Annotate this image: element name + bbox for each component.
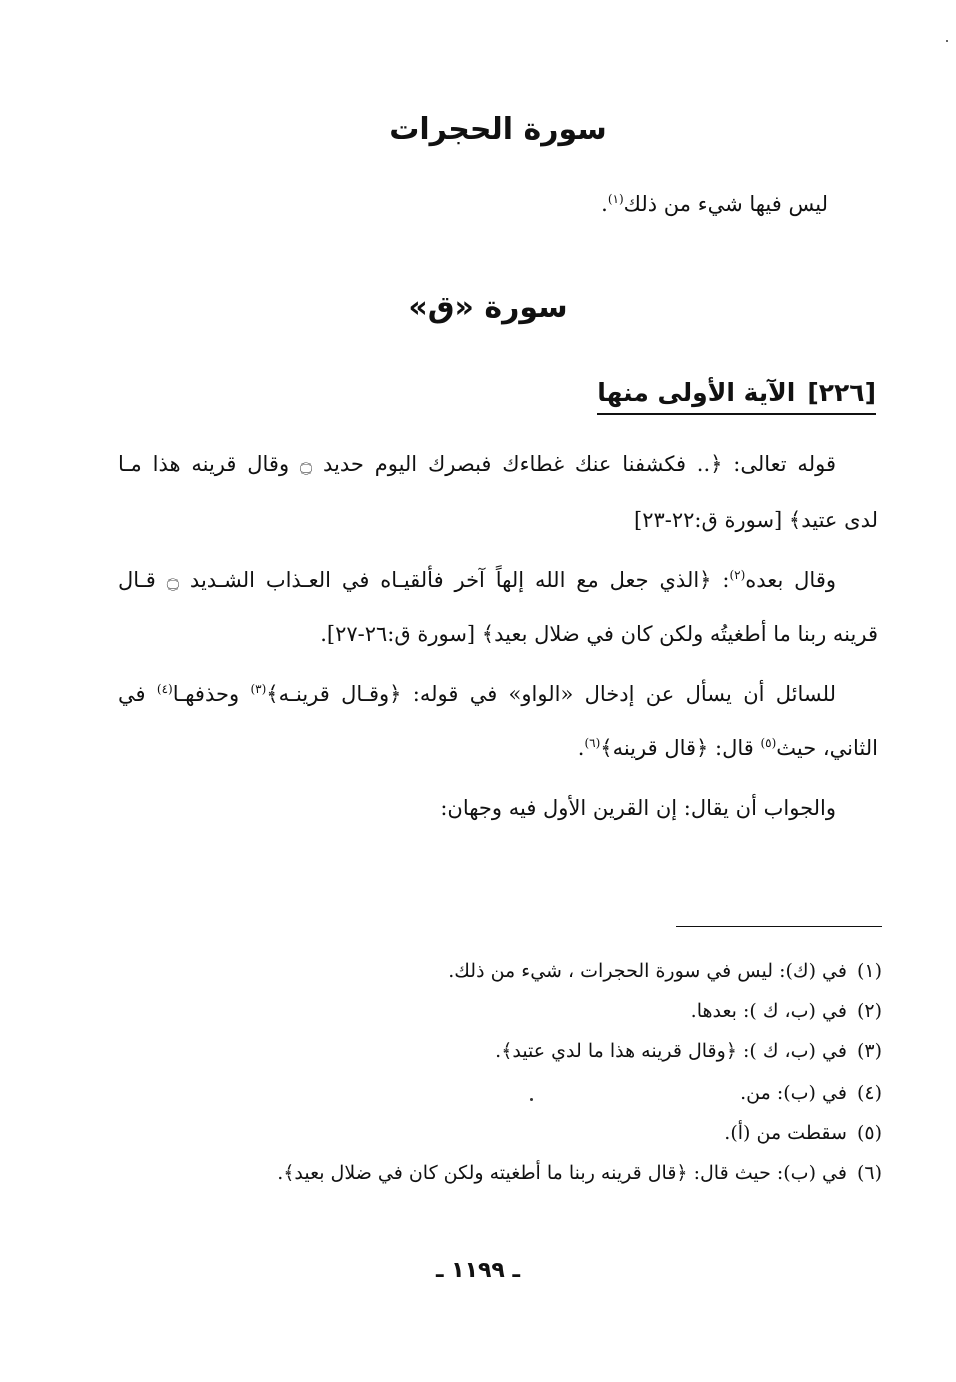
- section-number: [٢٢٦]: [807, 378, 876, 407]
- footnote-5: [724, 1122, 882, 1144]
- paragraph-1-line-1: قوله تعالى: ﴿.. فكشفنا عنك غطاءك فبصرك اليوم حديد ۝ وقال قرينه هذا مـا: [118, 452, 836, 476]
- footnote-1: [448, 960, 882, 982]
- p2-text-a: وقال بعده: [745, 568, 836, 592]
- p3-text-a: للسائل أن يسأل عن إدخال «الواو» في قوله: ﴿وقـال قرينـه﴾: [266, 682, 837, 706]
- footnote-2-text: في (ب، ك ): بعدها.: [690, 1000, 847, 1022]
- footnote-5-number: (٥): [856, 1122, 882, 1144]
- footnote-6-number: (٦): [856, 1162, 882, 1184]
- scan-speck: [530, 1098, 533, 1101]
- p3-l2-text-a: الثاني، حيث: [776, 736, 878, 760]
- page-number: ـ ١١٩٩ ـ: [435, 1258, 521, 1283]
- footnote-2-number: (٢): [856, 1000, 882, 1022]
- p3-text-b: وحذفهـا: [172, 682, 251, 706]
- footnote-4-text: في (ب): من.: [740, 1082, 847, 1104]
- paragraph-1-line-2: لدى عتيد﴾ [سورة ق:٢٢-٢٣]: [633, 508, 878, 532]
- section-title: الآية الأولى منها: [597, 378, 796, 407]
- footnote-ref-3: (٣): [250, 682, 267, 696]
- paragraph-2-line-1: [118, 568, 836, 592]
- footnote-separator: [676, 926, 882, 927]
- footnote-6-text: في (ب): حيث قال: ﴿قال قرينه ربنا ما أطغيته ولكن كان في ضلال بعيد﴾.: [277, 1162, 847, 1184]
- p3-text-c: في: [118, 682, 157, 706]
- hujurat-note: [601, 192, 828, 216]
- paragraph-2-line-2: قرينه ربنا ما أطغيتُه ولكن كان في ضلال بعيد﴾ [سورة ق:٢٦-٢٧].: [320, 622, 878, 646]
- footnote-6: [277, 1162, 882, 1184]
- footnote-ref-2: (٢): [729, 568, 746, 582]
- p3-l2-text-b: قال: ﴿قال قرينه﴾: [600, 736, 761, 760]
- p3-l2-text-c: .: [577, 736, 585, 760]
- footnote-ref-5: (٥): [760, 736, 777, 750]
- footnote-3-number: (٣): [856, 1040, 882, 1062]
- footnote-2: [691, 1000, 882, 1022]
- footnote-3-text: في (ب، ك ): ﴿وقال قرينه هذا ما لدي عتيد﴾.: [495, 1040, 847, 1062]
- surah-qaf-title: سورة «ق»: [408, 290, 568, 325]
- footnote-1-number: (١): [856, 960, 882, 982]
- footnote-4-number: (٤): [856, 1082, 882, 1104]
- footnote-4: [740, 1082, 882, 1104]
- footnote-3: [495, 1040, 882, 1062]
- hujurat-note-text: ليس فيها شيء من ذلك: [623, 192, 828, 216]
- footnote-ref-4: (٤): [156, 682, 173, 696]
- p2-text-b: : ﴿الذي جعل مع الله إلهاً آخر فألقيـاه في العـذاب الشـديد ۝ قـال: [118, 568, 730, 592]
- paragraph-4-line-1: والجواب أن يقال: إن القرين الأول فيه وجهان:: [440, 796, 836, 820]
- section-heading: [597, 378, 876, 415]
- paragraph-3-line-1: [118, 682, 836, 706]
- paragraph-3-line-2: [578, 736, 878, 760]
- footnote-1-text: في (ك): ليس في سورة الحجرات ، شيء من ذلك.: [448, 960, 847, 982]
- footnote-5-text: سقطت من (أ).: [724, 1122, 847, 1144]
- footnote-ref-1: (١): [607, 192, 624, 206]
- footnote-ref-6: (٦): [584, 736, 601, 750]
- surah-hujurat-title: سورة الحجرات: [389, 112, 607, 147]
- scan-speck: [946, 40, 948, 42]
- hujurat-note-end: .: [601, 192, 608, 216]
